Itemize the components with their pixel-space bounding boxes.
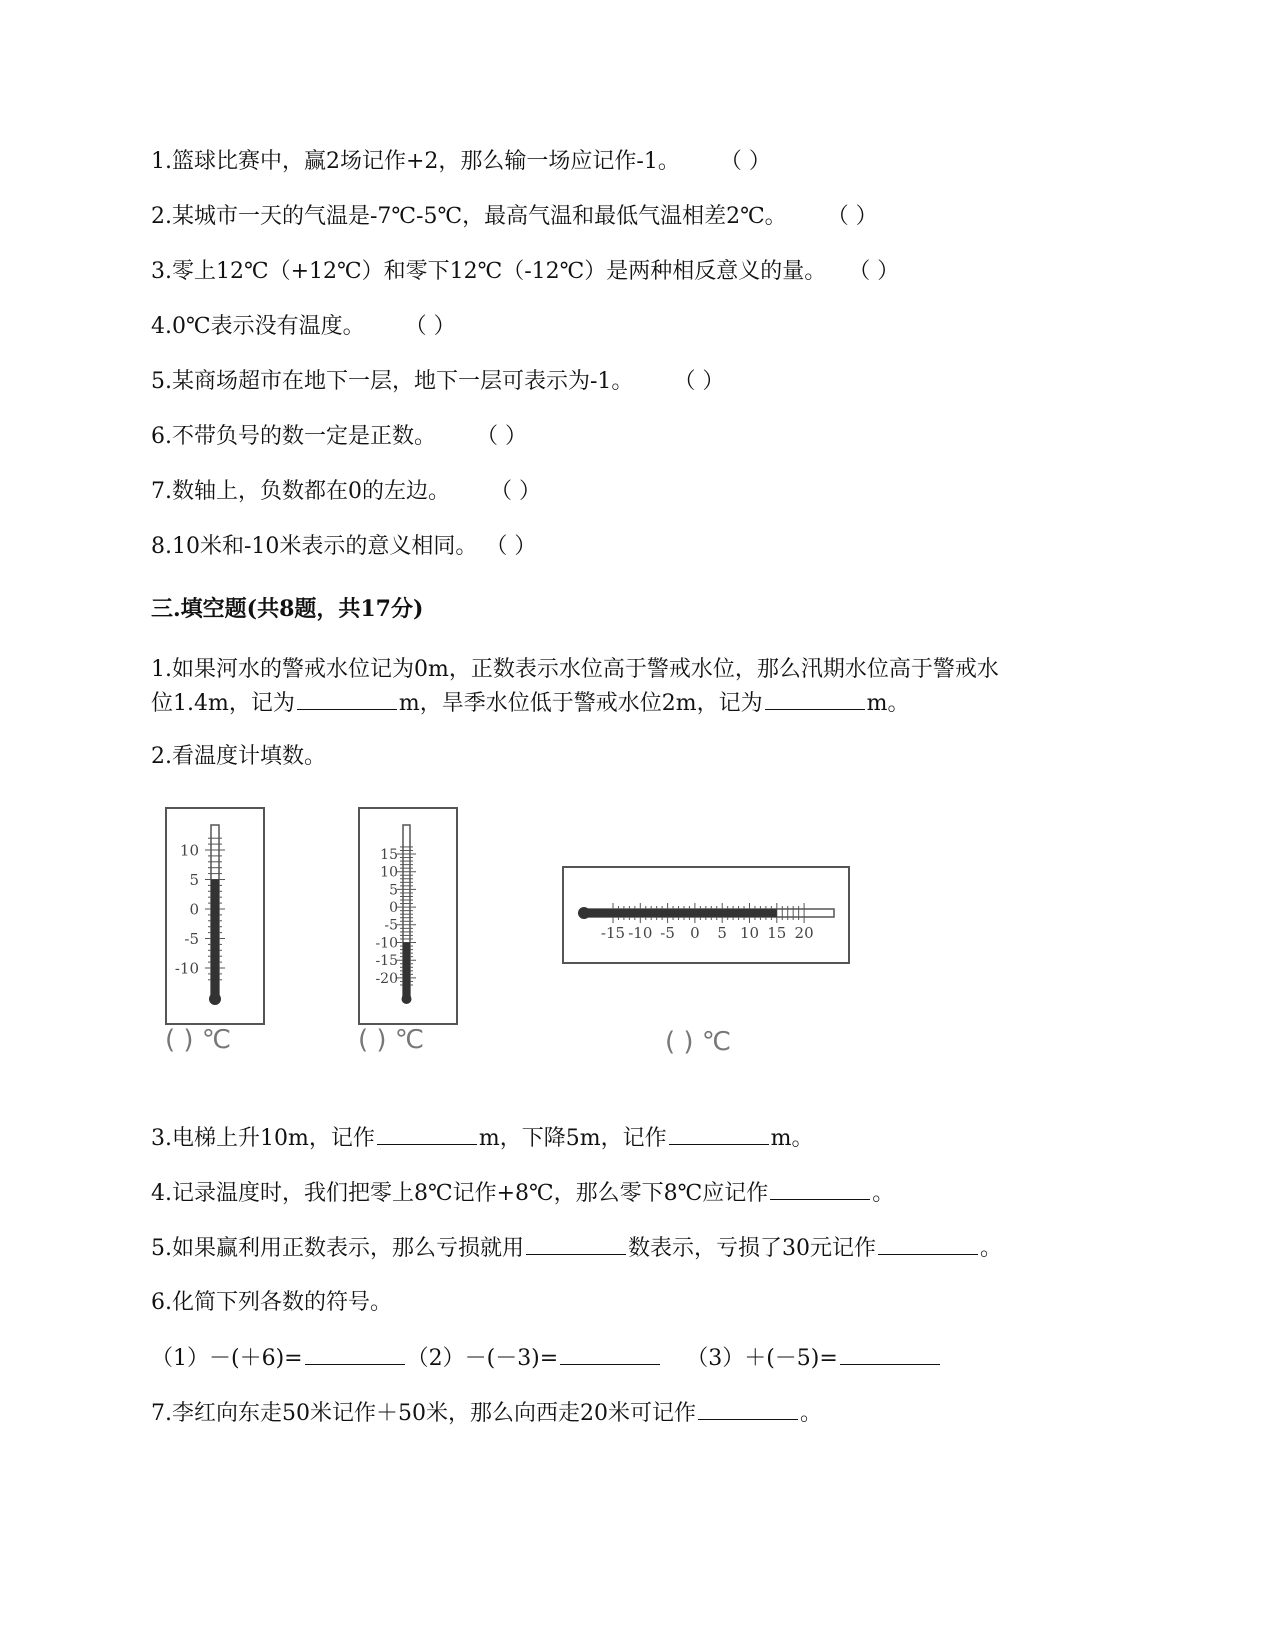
mercury-column — [584, 909, 777, 917]
answer-blank[interactable] — [698, 1397, 798, 1420]
answer-blank[interactable] — [770, 1177, 870, 1200]
tick-label: 15 — [767, 924, 787, 942]
thermometer-2 — [358, 807, 458, 1027]
answer-blank[interactable] — [840, 1342, 940, 1365]
answer-paren[interactable]: （ ） — [673, 369, 725, 394]
answer-paren[interactable]: （ ） — [490, 479, 541, 504]
answer-blank[interactable] — [669, 1122, 769, 1145]
judge-item-5: 5.某商场超市在地下一层，地下一层可表示为-1。 （ ） — [151, 366, 724, 398]
judge-item-1: 1.篮球比赛中，赢2场记作+2，那么输一场应记作-1。 （ ） — [151, 146, 771, 178]
thermometer-1 — [165, 807, 265, 1027]
mercury-column — [403, 943, 410, 1000]
tick-label: 5 — [189, 870, 199, 889]
tick-label: -20 — [375, 970, 398, 987]
tick-label: -5 — [660, 924, 675, 942]
thermometer-3 — [562, 866, 852, 966]
answer-paren[interactable]: （ ） — [826, 204, 878, 229]
fill-q2: 2.看温度计填数。 — [151, 744, 326, 769]
answer-paren[interactable]: （ ） — [485, 534, 537, 559]
judge-item-6: 6.不带负号的数一定是正数。 （ ） — [151, 421, 527, 453]
fill-q7: 7.李红向东走50米记作＋50米，那么向西走20米可记作 。 — [151, 1397, 822, 1430]
tick-label: 15 — [380, 846, 398, 863]
tick-label: 0 — [389, 900, 398, 916]
tick-label: 0 — [690, 924, 700, 942]
judge-item-8: 8.10米和-10米表示的意义相同。 （ ） — [151, 531, 536, 563]
answer-paren[interactable]: （ ） — [404, 314, 456, 339]
tick-label: 10 — [179, 841, 199, 860]
answer-paren[interactable]: （ ） — [476, 424, 527, 449]
answer-blank[interactable] — [377, 1122, 477, 1145]
judge-item-2: 2.某城市一天的气温是-7℃-5℃，最高气温和最低气温相差2℃。 （ ） — [151, 201, 878, 233]
tick-label: 10 — [380, 864, 398, 881]
answer-paren[interactable]: （ ） — [719, 149, 771, 174]
answer-blank[interactable] — [526, 1232, 626, 1255]
mercury-column — [211, 880, 219, 1000]
tick-label: -10 — [375, 935, 398, 952]
fill-q3: 3.电梯上升10m，记作 m，下降5m，记作 m。 — [151, 1122, 813, 1155]
answer-blank[interactable] — [765, 687, 865, 710]
fill-q6-parts: （1）－(＋6)= （2）－(－3)= （3）＋(－5)= — [151, 1342, 942, 1375]
tick-label: 20 — [794, 924, 814, 942]
tick-label: -10 — [174, 959, 199, 978]
tick-label: 10 — [739, 924, 760, 942]
tick-label: -5 — [184, 929, 199, 948]
tick-label: -5 — [384, 917, 398, 934]
tick-label: 5 — [717, 924, 727, 942]
tick-label: -15 — [600, 924, 626, 942]
fill-q4: 4.记录温度时，我们把零上8℃记作+8℃，那么零下8℃应记作 。 — [151, 1177, 894, 1210]
judge-item-3: 3.零上12℃（+12℃）和零下12℃（-12℃）是两种相反意义的量。 （ ） — [151, 256, 899, 288]
tick-label: 5 — [389, 882, 398, 899]
fill-q1-line1: 1.如果河水的警戒水位记为0m，正数表示水位高于警戒水位，那么汛期水位高于警戒水 — [151, 657, 999, 682]
judge-item-4: 4.0℃表示没有温度。 （ ） — [151, 311, 456, 343]
answer-blank[interactable] — [297, 687, 397, 710]
thermometer-2-caption[interactable]: ( ) ℃ — [358, 1025, 425, 1055]
thermometer-3-caption[interactable]: ( ) ℃ — [665, 1027, 732, 1057]
answer-blank[interactable] — [878, 1232, 978, 1255]
section-title: 三.填空题(共8题，共17分) — [151, 596, 424, 622]
tick-label: 0 — [189, 900, 199, 919]
tick-label: -10 — [628, 924, 653, 942]
answer-paren[interactable]: （ ） — [848, 259, 900, 284]
tick-label: -15 — [375, 953, 398, 970]
fill-q1-line2: 位1.4m，记为 m，旱季水位低于警戒水位2m，记为 m。 — [151, 687, 909, 720]
answer-blank[interactable] — [560, 1342, 660, 1365]
fill-q5: 5.如果赢利用正数表示，那么亏损就用 数表示，亏损了30元记作 。 — [151, 1232, 1002, 1265]
judge-item-7: 7.数轴上，负数都在0的左边。 （ ） — [151, 476, 541, 508]
answer-blank[interactable] — [305, 1342, 405, 1365]
fill-q6: 6.化简下列各数的符号。 — [151, 1290, 392, 1315]
thermometer-1-caption[interactable]: ( ) ℃ — [165, 1025, 232, 1055]
